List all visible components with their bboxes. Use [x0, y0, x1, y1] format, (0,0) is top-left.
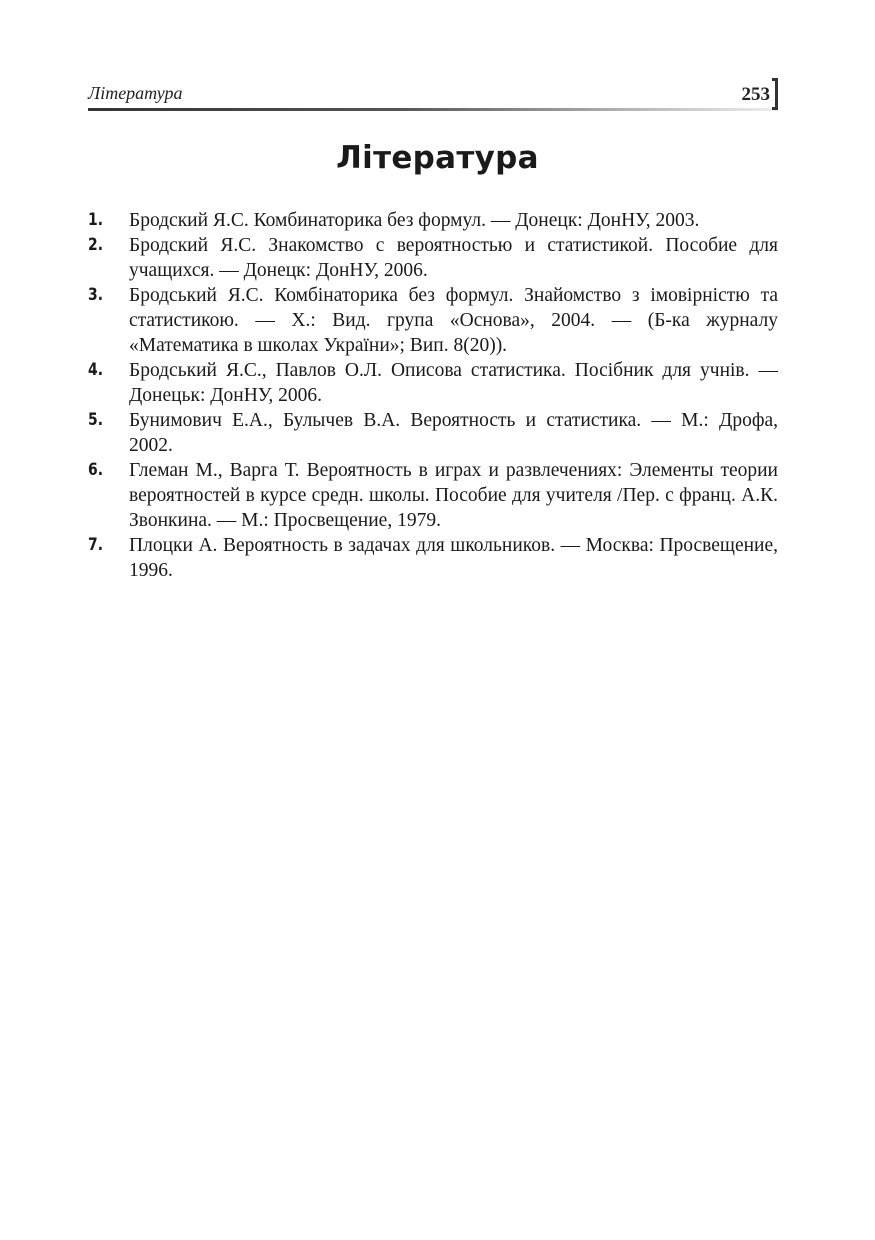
reference-item	[88, 458, 778, 533]
reference-number: 5.	[88, 410, 104, 430]
chapter-title: Література	[336, 140, 539, 176]
reference-text: Плоцки А. Вероятность в задачах для школьников. — Москва: Просвещение, 1996.	[129, 535, 778, 581]
page-number-bracket	[772, 78, 778, 110]
reference-text: Бродський Я.С. Комбінаторика без формул. Знайомство з імовірністю та статистикою. — Х.: Вид. група «Основа», 2004. — (Б-ка журналу «Математика в школах України»; Вип. 8(20)).	[129, 285, 778, 356]
reference-number: 6.	[88, 460, 104, 480]
reference-item	[88, 208, 778, 233]
reference-item	[88, 408, 778, 458]
page-number: 253	[741, 84, 770, 105]
header-rule	[88, 108, 778, 111]
reference-number: 1.	[88, 210, 104, 230]
reference-list	[88, 208, 778, 583]
reference-item	[88, 533, 778, 583]
reference-number: 3.	[88, 285, 104, 305]
reference-text: Бродский Я.С. Комбинаторика без формул. — Донецк: ДонНУ, 2003.	[129, 210, 700, 231]
reference-text: Бродський Я.С., Павлов О.Л. Описова статистика. Посібник для учнів. — Донецьк: ДонНУ, 2006.	[129, 360, 778, 406]
reference-item	[88, 358, 778, 408]
reference-number: 7.	[88, 535, 104, 555]
reference-text: Бродский Я.С. Знакомство с вероятностью и статистикой. Пособие для учащихся. — Донецк: ДонНУ, 2006.	[129, 235, 778, 281]
reference-text: Глеман М., Варга Т. Вероятность в играх и развлечениях: Элементы теории вероятностей в курсе средн. школы. Пособие для учителя /Пер. с франц. А.К. Звонкина. — М.: Просвещение, 1979.	[129, 460, 778, 531]
reference-text: Бунимович Е.А., Булычев В.А. Вероятность и статистика. — М.: Дрофа, 2002.	[129, 410, 778, 456]
running-title: Література	[88, 83, 183, 103]
reference-number: 4.	[88, 360, 104, 380]
reference-item	[88, 233, 778, 283]
running-header	[88, 78, 778, 112]
reference-item	[88, 283, 778, 358]
reference-number: 2.	[88, 235, 104, 255]
